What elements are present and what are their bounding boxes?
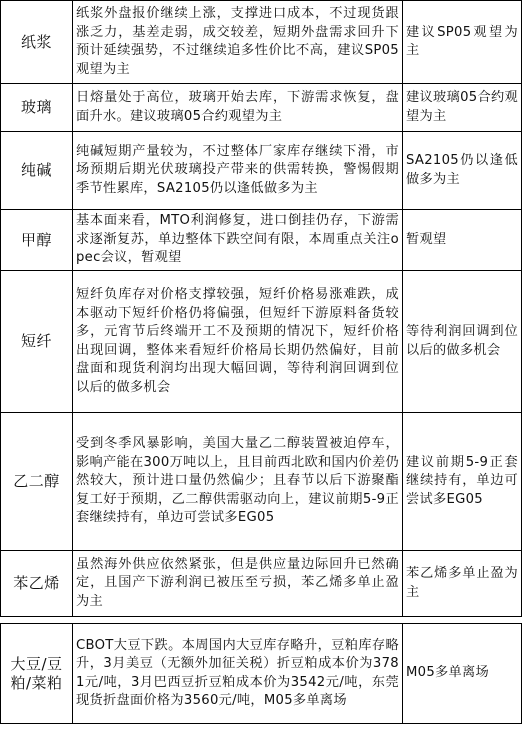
category-cell: 纯碱 (1, 132, 73, 210)
spacer-cell (73, 617, 403, 624)
category-cell: 甲醇 (1, 210, 73, 271)
analysis-cell: 日熔量处于高位，玻璃开始去库，下游需求恢复，盘面升水。建议玻璃05合约观望为主 (73, 84, 403, 132)
table-row (1, 624, 522, 724)
spacer-cell (1, 617, 73, 624)
analysis-cell: 纯碱短期产量较为，不过整体厂家库存继续下滑，市场预期后期光伏玻璃投产带来的供需转换，警惕假期季节性累库，SA2105仍以逢低做多为主 (73, 132, 403, 210)
table-row (1, 271, 522, 413)
advice-cell: M05多单离场 (403, 624, 522, 724)
row-spacer (1, 617, 522, 624)
table-row (1, 132, 522, 210)
table-row (1, 210, 522, 271)
category-cell: 大豆/豆粕/菜粕 (1, 624, 73, 724)
analysis-cell: 基本面来看，MTO利润修复，进口倒挂仍存，下游需求逐渐复苏，单边整体下跌空间有限，本周重点关注opec会议，暂观望 (73, 210, 403, 271)
table-row (1, 84, 522, 132)
advice-cell: 暂观望 (403, 210, 522, 271)
category-cell: 短纤 (1, 271, 73, 413)
analysis-cell: CBOT大豆下跌。本周国内大豆库存略升，豆粕库存略升，3月美豆（无额外加征关税）折豆粕成本价为3781元/吨，3月巴西豆折豆粕成本价为3542元/吨，东莞现货折盘面价格为3560元/吨，M05多单离场 (73, 624, 403, 724)
table-row (1, 413, 522, 551)
category-cell: 苯乙烯 (1, 551, 73, 617)
table-row (1, 551, 522, 617)
advice-cell: 等待利润回调到位以后的做多机会 (403, 271, 522, 413)
spacer-cell (403, 617, 522, 624)
advice-cell: 建议SP05观望为主 (403, 1, 522, 84)
category-cell: 纸浆 (1, 1, 73, 84)
advice-cell: 建议玻璃05合约观望为主 (403, 84, 522, 132)
advice-cell: 苯乙烯多单止盈为主 (403, 551, 522, 617)
analysis-cell: 纸浆外盘报价继续上涨，支撑进口成本，不过现货跟涨乏力，基差走弱，成交较差，短期外盘需求回升下预计延续强势，不过继续追多性价比不高，建议SP05观望为主 (73, 1, 403, 84)
advice-cell: SA2105仍以逢低做多为主 (403, 132, 522, 210)
analysis-cell: 虽然海外供应依然紧张，但是供应量边际回升已然确定，且国产下游利润已被压至亏损，苯乙烯多单止盈为主 (73, 551, 403, 617)
table-row (1, 1, 522, 84)
category-cell: 玻璃 (1, 84, 73, 132)
advice-cell: 建议前期5-9正套继续持有，单边可尝试多EG05 (403, 413, 522, 551)
analysis-cell: 短纤负库存对价格支撑较强，短纤价格易涨难跌，成本驱动下短纤价格仍将偏强，但短纤下游原料备货较多，元宵节后终端开工不及预期的情况下，短纤价格出现回调，整体来看短纤价格局长期仍然偏好，目前盘面和现货利润均出现大幅回调，等待利润回调到位以后的做多机会 (73, 271, 403, 413)
analysis-cell: 受到冬季风暴影响，美国大量乙二醇装置被迫停车，影响产能在300万吨以上，且目前西北欧和国内价差仍然较大，预计进口量仍然偏少；且春节以后下游聚酯复工好于预期，乙二醇供需驱动向上，建议前期5-9正套继续持有，单边可尝试多EG05 (73, 413, 403, 551)
category-cell: 乙二醇 (1, 413, 73, 551)
